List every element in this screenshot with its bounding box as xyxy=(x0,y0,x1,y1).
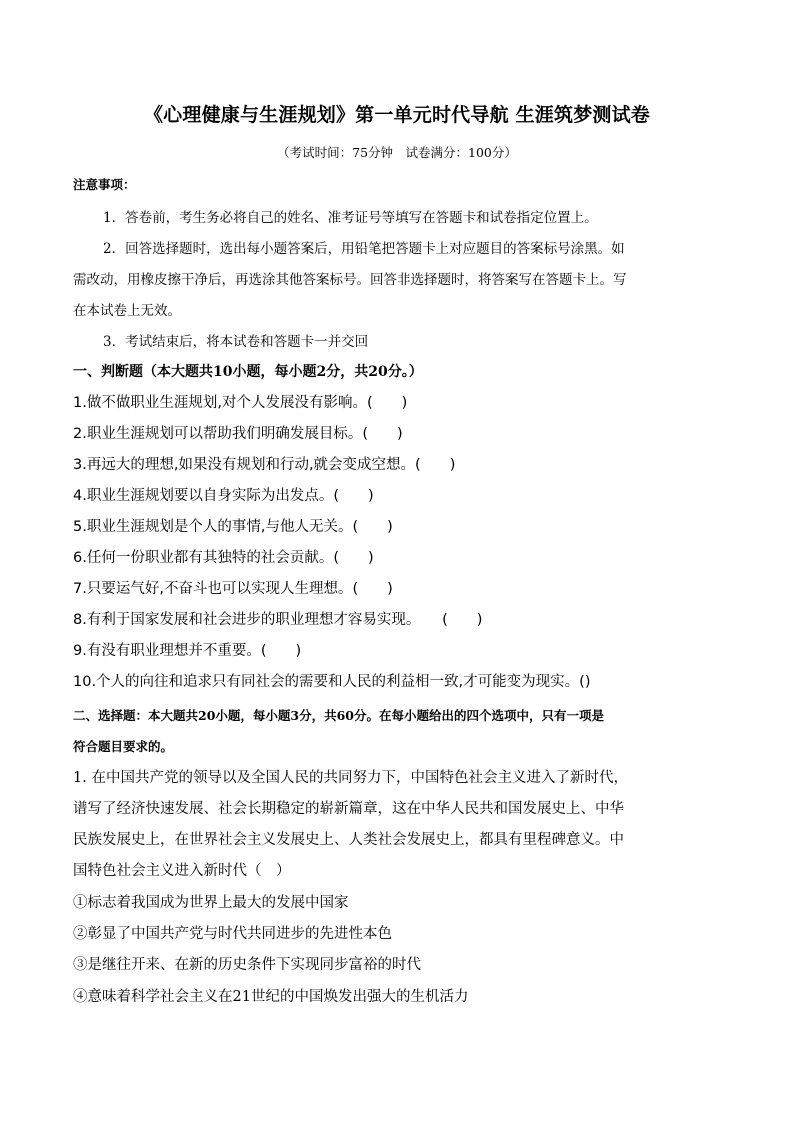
list-item: 2.职业生涯规划可以帮助我们明确发展目标。( ) xyxy=(73,426,403,442)
option-4: ④意味着科学社会主义在21世纪的中国焕发出强大的生机活力 xyxy=(73,989,469,1005)
note-line: 需改动，用橡皮擦干净后，再选涂其他答案标号。回答非选择题时，将答案写在答题卡上。写 xyxy=(73,272,627,288)
list-item: 3.再远大的理想,如果没有规划和行动,就会变成空想。( ) xyxy=(73,457,456,473)
list-item: 4.职业生涯规划要以自身实际为出发点。( ) xyxy=(73,488,374,504)
section2-heading: 二、选择题：本大题共20小题，每小题3分，共60分。在每小题给出的四个选项中，只有一项是 xyxy=(73,708,604,723)
true-false-list xyxy=(73,392,590,702)
option-1: ①标志着我国成为世界上最大的发展中国家 xyxy=(73,895,349,911)
list-item: 1.做不做职业生涯规划,对个人发展没有影响。( ) xyxy=(73,395,408,411)
list-item: 7.只要运气好,不奋斗也可以实现人生理想。( ) xyxy=(73,581,393,597)
question-text: 谱写了经济快速发展、社会长期稳定的崭新篇章，这在中华人民共和国发展史上、中华 xyxy=(73,801,624,817)
question-text: 民族发展史上，在世界社会主义发展史上、人类社会发展史上，都具有里程碑意义。中 xyxy=(73,832,624,848)
option-3: ③是继往开来、在新的历史条件下实现同步富裕的时代 xyxy=(73,957,421,973)
list-item: 8.有利于国家发展和社会进步的职业理想才容易实现。 ( ) xyxy=(73,612,483,628)
section2-heading-cont: 符合题目要求的。 xyxy=(73,739,174,754)
section1-heading: 一、判断题（本大题共10小题，每小题2分，共20分。） xyxy=(73,364,423,380)
option-2: ②彰显了中国共产党与时代共同进步的先进性本色 xyxy=(73,926,392,942)
list-item: 10.个人的向往和追求只有同社会的需要和人民的利益相一致,才可能变为现实。() xyxy=(73,674,591,690)
list-item: 9.有没有职业理想并不重要。( ) xyxy=(73,643,302,659)
list-item: 6.任何一份职业都有其独特的社会贡献。( ) xyxy=(73,550,374,566)
question-text: 国特色社会主义进入新时代（ ） xyxy=(73,863,291,879)
note-line: 3．考试结束后，将本试卷和答题卡一并交回 xyxy=(103,334,369,350)
note-line: 2．回答选择题时，选出每小题答案后，用铅笔把答题卡上对应题目的答案标号涂黑。如 xyxy=(103,241,625,257)
note-line: 在本试卷上无效。 xyxy=(73,303,181,319)
exam-title: 《心理健康与生涯规划》第一单元时代导航 生涯筑梦测试卷 xyxy=(143,104,651,126)
exam-subtitle: （考试时间：75分钟 试卷满分：100分） xyxy=(277,145,517,160)
question-text: 1. 在中国共产党的领导以及全国人民的共同努力下，中国特色社会主义进入了新时代， xyxy=(73,770,628,786)
note-line: 1．答卷前，考生务必将自己的姓名、准考证号等填写在答题卡和试卷指定位置上。 xyxy=(103,210,598,226)
notes-heading: 注意事项： xyxy=(73,177,136,192)
list-item: 5.职业生涯规划是个人的事情,与他人无关。( ) xyxy=(73,519,393,535)
